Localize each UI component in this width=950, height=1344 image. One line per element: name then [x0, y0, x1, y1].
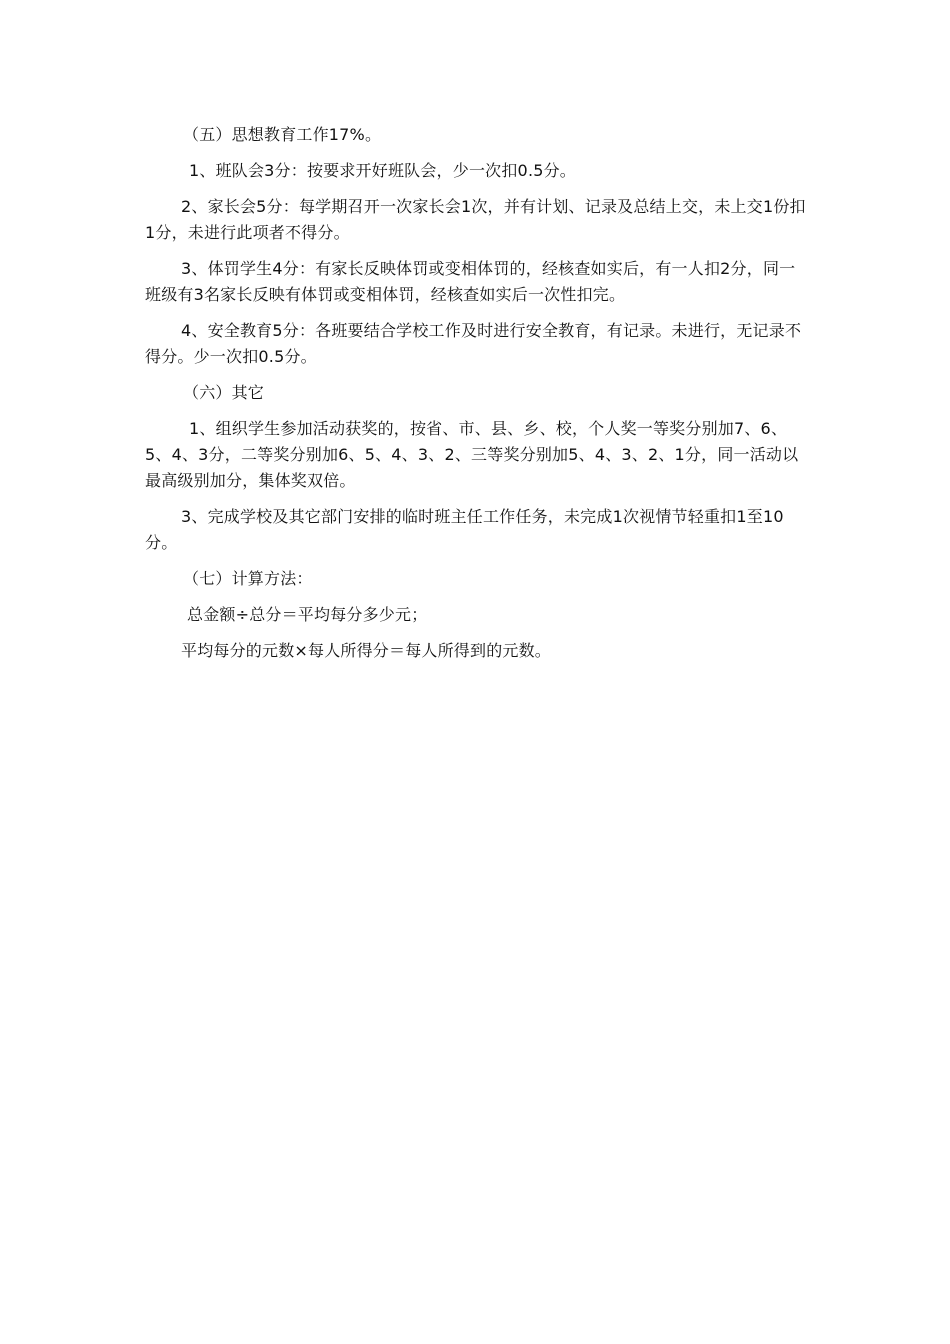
item-temporary-tasks: 3、完成学校及其它部门安排的临时班主任工作任务，未完成1次视情节轻重扣1至10分。: [145, 507, 784, 552]
document-body: [145, 122, 810, 674]
section-heading-calculation: （七）计算方法：: [183, 569, 313, 588]
item-corporal-punishment: 3、体罚学生4分：有家长反映体罚或变相体罚的，经核查如实后，有一人扣2分，同一班级有3名家长反映有体罚或变相体罚，经核查如实后一次性扣完。: [145, 259, 796, 304]
item-awards: 1、组织学生参加活动获奖的，按省、市、县、乡、校，个人奖一等奖分别加7、6、5、4、3分，二等奖分别加6、5、4、3、2、三等奖分别加5、4、3、2、1分，同一活动以最高级别加分，集体奖双倍。: [145, 419, 799, 490]
item-class-meeting: 1、班队会3分：按要求开好班队会，少一次扣0.5分。: [189, 161, 577, 180]
section-heading-other: （六）其它: [183, 383, 265, 402]
item-safety-education: 4、安全教育5分：各班要结合学校工作及时进行安全教育，有记录。未进行，无记录不得分。少一次扣0.5分。: [145, 321, 802, 366]
item-parent-meeting: 2、家长会5分：每学期召开一次家长会1次，并有计划、记录及总结上交，未上交1份扣1分，未进行此项者不得分。: [145, 197, 806, 242]
formula-average-per-point: 总金额÷总分＝平均每分多少元；: [187, 605, 428, 624]
section-heading-ideology: （五）思想教育工作17%。: [183, 125, 382, 144]
formula-per-person-amount: 平均每分的元数×每人所得分＝每人所得到的元数。: [181, 641, 552, 660]
